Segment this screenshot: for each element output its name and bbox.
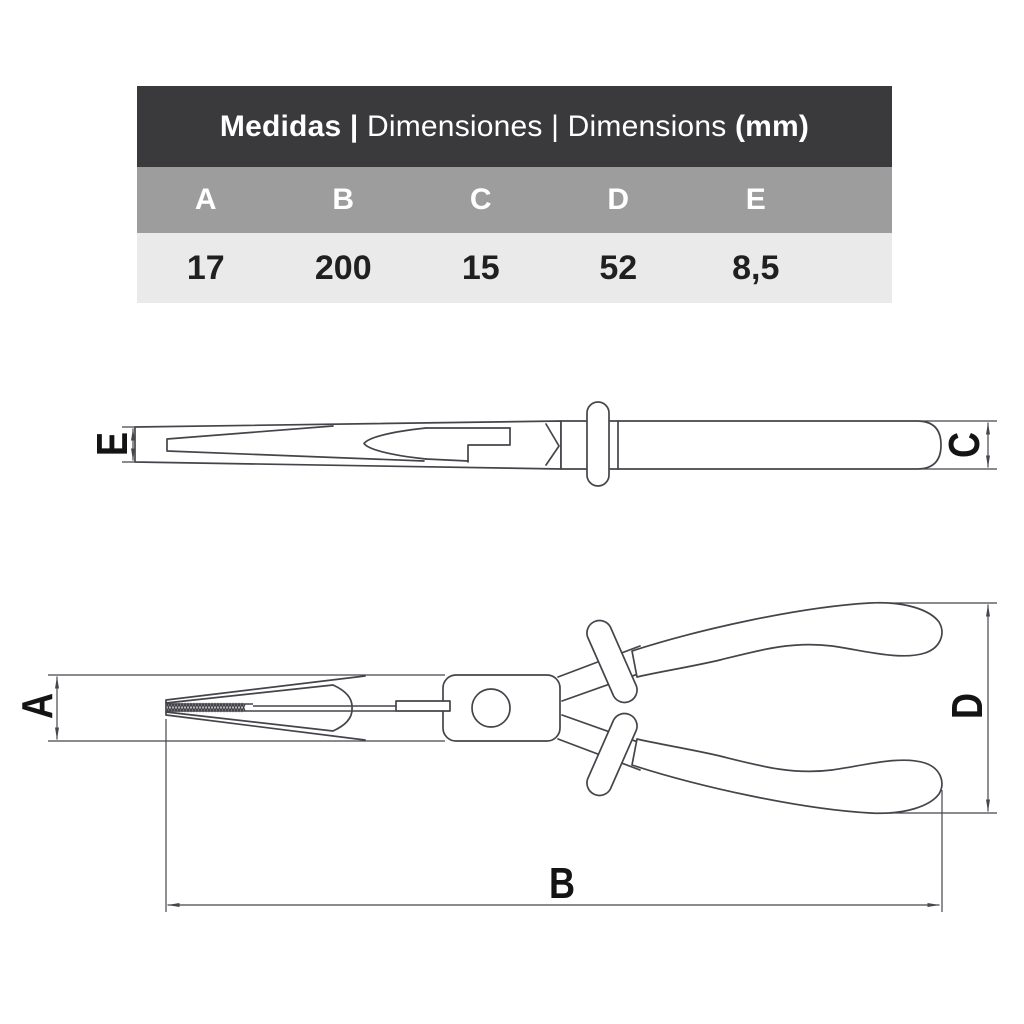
col-header-a: A — [194, 183, 217, 216]
table-title-bold-end: (mm) — [734, 109, 810, 143]
col-header-e: E — [745, 183, 766, 216]
lower-handle-grip — [632, 739, 942, 813]
dim-a-extension-lines — [48, 675, 445, 741]
dim-label-d: D — [942, 692, 992, 720]
pliers-main-view — [12, 603, 997, 912]
side-pivot-pin — [587, 402, 609, 486]
value-b: 200 — [314, 248, 372, 287]
upper-handle-grip — [632, 603, 942, 677]
value-e: 8,5 — [732, 248, 780, 287]
value-c: 15 — [461, 248, 500, 287]
cutter-slot-lines — [253, 706, 396, 711]
dim-label-a: A — [12, 692, 62, 720]
dim-label-e: E — [87, 431, 137, 457]
table-title-normal: Dimensiones | Dimensions — [358, 109, 735, 143]
value-a: 17 — [186, 248, 225, 287]
cutter-slot-box — [396, 701, 450, 711]
dim-label-b: B — [548, 858, 576, 908]
jaw-ridges — [166, 685, 352, 731]
col-header-b: B — [332, 183, 355, 216]
col-header-c: C — [469, 183, 492, 216]
col-header-d: D — [607, 183, 630, 216]
pliers-side-view — [87, 402, 997, 486]
dim-label-c: C — [939, 431, 989, 459]
pivot-rivet — [472, 689, 510, 727]
table-title-bold-start: Medidas | — [219, 109, 359, 143]
value-d: 52 — [599, 248, 638, 287]
